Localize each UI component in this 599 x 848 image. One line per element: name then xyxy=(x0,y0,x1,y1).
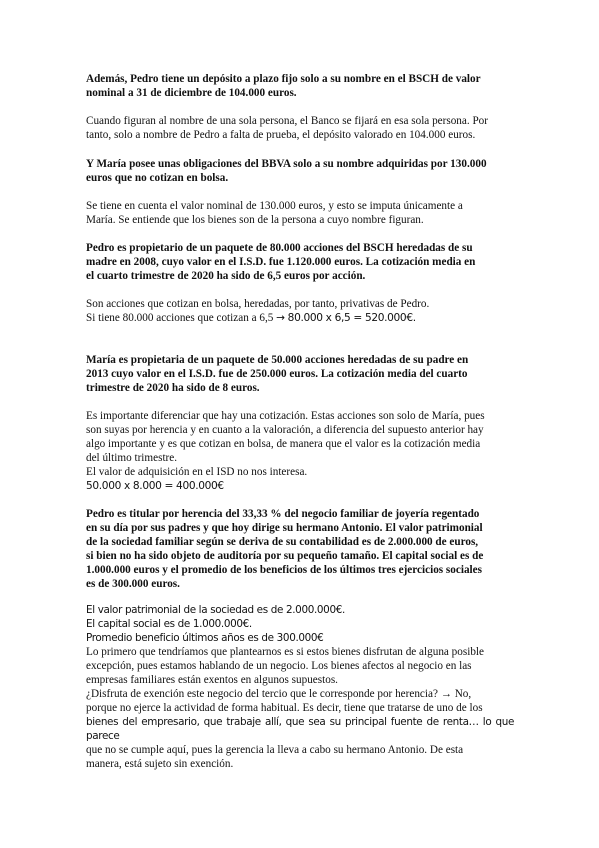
text-line xyxy=(86,311,514,325)
text-fragment: bienes del empresario, que trabaje allí, que sea su principal fuente de renta… xyxy=(86,716,479,728)
text-line: de la sociedad familiar según se deriva de su contabilidad es de 2.000.000 de euros, xyxy=(86,536,479,548)
text-line: es de 300.000 euros. xyxy=(86,578,180,590)
text-line: algo importante y es que cotizan en bolsa, de manera que el valor es la cotización media xyxy=(86,438,481,450)
text-line: Pedro es titular por herencia del 33,33 % del negocio familiar de joyería regentado xyxy=(86,508,480,520)
answer-shares-pedro xyxy=(86,297,514,325)
text-line: Se tiene en cuenta el valor nominal de 130.000 euros, y esto se imputa únicamente a xyxy=(86,200,463,212)
answer-shares-maria xyxy=(86,409,514,493)
text-line: María es propietaria de un paquete de 50.000 acciones heredadas de su padre en xyxy=(86,354,469,366)
text-line: 1.000.000 euros y el promedio de los beneficios de los últimos tres ejercicios sociales xyxy=(86,564,482,576)
summary-line: El capital social es de 1.000.000€. xyxy=(86,618,252,630)
text-line xyxy=(86,687,514,701)
answer-bonds-maria xyxy=(86,199,514,227)
text-line xyxy=(86,715,514,743)
text-line: tanto, solo a nombre de Pedro a falta de prueba, el depósito valorado en 104.000 euros. xyxy=(86,129,476,141)
text-line: Pedro es propietario de un paquete de 80.000 acciones del BSCH heredadas de su xyxy=(86,242,473,254)
question-shares-maria xyxy=(86,353,514,395)
text-line: del último trimestre. xyxy=(86,452,178,464)
question-deposit-pedro xyxy=(86,72,514,100)
text-line: Es importante diferenciar que hay una cotización. Estas acciones son solo de María, pues xyxy=(86,410,485,422)
text-line: Lo primero que tendríamos que plantearnos es si estos bienes disfrutan de alguna posible xyxy=(86,646,484,658)
text-fragment: ¿Disfruta de exención este negocio del tercio que le corresponde por herencia? xyxy=(86,688,441,700)
text-line: en su día por sus padres y que hoy dirige su hermano Antonio. El valor patrimonial xyxy=(86,522,483,534)
text-line: empresas familiares están exentos en algunos supuestos. xyxy=(86,674,338,686)
question-bonds-maria xyxy=(86,157,514,185)
text-line: 2013 cuyo valor en el I.S.D. fue de 250.000 euros. La cotización media del cuarto xyxy=(86,368,468,380)
question-family-business xyxy=(86,507,514,591)
answer-family-business xyxy=(86,603,514,771)
summary-line: El valor patrimonial de la sociedad es de 2.000.000€. xyxy=(86,604,345,616)
text-line: trimestre de 2020 ha sido de 8 euros. xyxy=(86,382,260,394)
text-line: porque no ejerce la actividad de forma habitual. Es decir, tiene que tratarse de uno de los xyxy=(86,702,483,714)
text-fragment: lo que parece xyxy=(86,716,514,742)
text-line: madre en 2008, cuyo valor en el I.S.D. fue 1.120.000 euros. La cotización media en xyxy=(86,256,476,268)
text-line: Además, Pedro tiene un depósito a plazo fijo solo a su nombre en el BSCH de valor xyxy=(86,73,481,85)
text-line: Son acciones que cotizan en bolsa, heredadas, por tanto, privativas de Pedro. xyxy=(86,298,430,310)
answer-deposit-pedro xyxy=(86,114,514,142)
text-line: El valor de adquisición en el ISD no nos interesa. xyxy=(86,466,308,478)
text-fragment: Si tiene 80.000 acciones que cotizan a 6,5 xyxy=(86,312,277,324)
text-line: María. Se entiende que los bienes son de la persona a cuyo nombre figuran. xyxy=(86,214,424,226)
text-line: euros que no cotizan en bolsa. xyxy=(86,172,229,184)
text-fragment: → No, xyxy=(440,688,472,700)
text-line: nominal a 31 de diciembre de 104.000 euros. xyxy=(86,87,297,99)
text-line: el cuarto trimestre de 2020 ha sido de 6,5 euros por acción. xyxy=(86,270,366,282)
text-line: Y María posee unas obligaciones del BBVA solo a su nombre adquiridas por 130.000 xyxy=(86,158,487,170)
calculation-text: 50.000 x 8.000 = 400.000€ xyxy=(86,480,224,492)
summary-line: Promedio beneficio últimos años es de 300.000€ xyxy=(86,632,324,644)
text-line: excepción, pues estamos hablando de un negocio. Los bienes afectos al negocio en las xyxy=(86,660,472,672)
text-line: si bien no ha sido objeto de auditoría por su pequeño tamaño. El capital social es de xyxy=(86,550,484,562)
text-line: son suyas por herencia y en cuanto a la valoración, a diferencia del supuesto anterior hay xyxy=(86,424,484,436)
text-line: que no se cumple aquí, pues la gerencia la lleva a cabo su hermano Antonio. De esta xyxy=(86,744,464,756)
question-shares-pedro xyxy=(86,241,514,283)
text-line: Cuando figuran al nombre de una sola persona, el Banco se fijará en esa sola persona. Por xyxy=(86,115,488,127)
calculation-text: → 80.000 x 6,5 = 520.000€. xyxy=(276,312,416,324)
text-line: manera, está sujeto sin exención. xyxy=(86,758,234,770)
